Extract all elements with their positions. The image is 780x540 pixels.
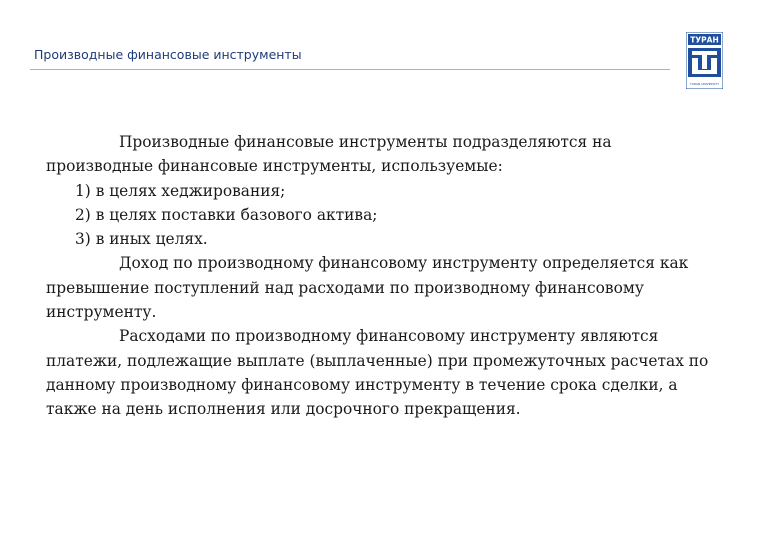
list-item: 1) в целях хеджирования; <box>75 181 286 200</box>
logo-top-text: ТУРАН <box>690 35 719 45</box>
list-item: 2) в целях поставки базового актива; <box>75 205 378 224</box>
header-divider <box>30 69 670 70</box>
list-item: 3) в иных целях. <box>75 230 208 249</box>
logo-bottom-text: TURAN UNIVERSITY <box>689 82 720 86</box>
slide-body <box>46 130 714 422</box>
expenses-paragraph: Расходами по производному финансовому инструменту являются платежи, подлежащие выплате (выплаченные) при промежуточных расчетах по данному производному финансовому инструменту в течение срока сделки, а также на день исполнения или досрочного прекращения. <box>46 327 709 419</box>
intro-paragraph: Производные финансовые инструменты подразделяются на производные финансовые инструменты, используемые: <box>46 133 612 176</box>
university-logo-icon <box>686 32 723 89</box>
income-paragraph: Доход по производному финансовому инструменту определяется как превышение поступлений над расходами по производному финансовому инструменту. <box>46 254 689 322</box>
page-title: Производные финансовые инструменты <box>34 47 302 62</box>
